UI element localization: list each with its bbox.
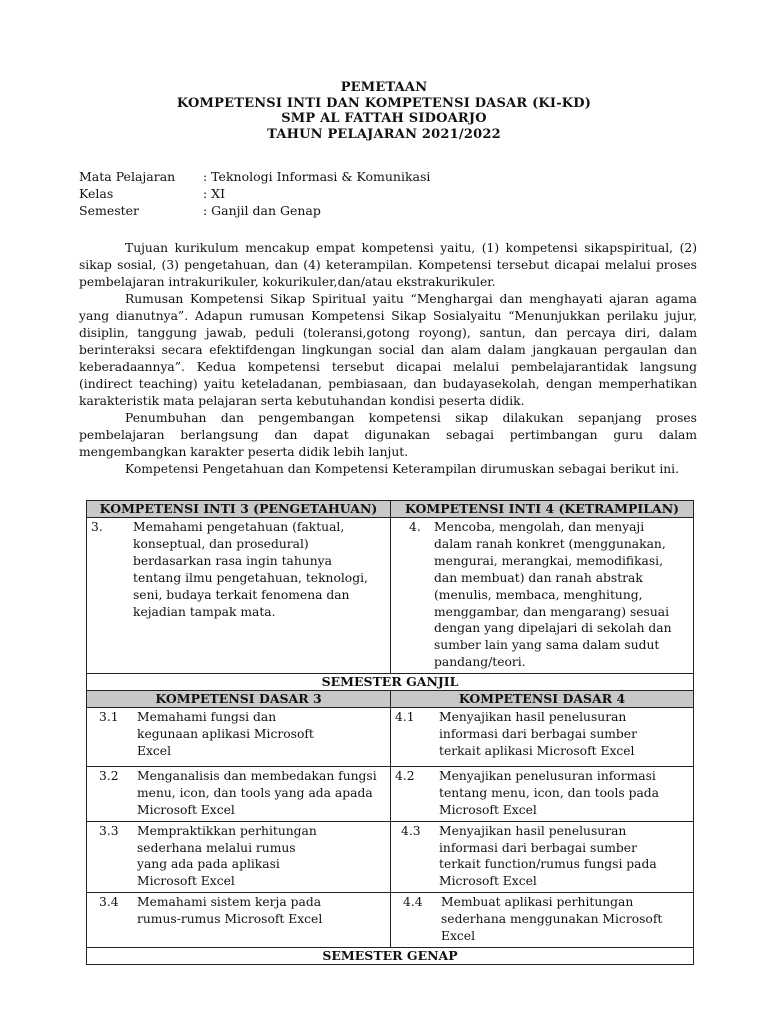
kd-header-row xyxy=(87,691,694,708)
info-label: Kelas xyxy=(79,186,114,201)
title-line-3: SMP AL FATTAH SIDOARJO xyxy=(281,111,487,126)
title-line-2: KOMPETENSI INTI DAN KOMPETENSI DASAR (KI-KD) xyxy=(176,95,592,111)
kd3-text: Menganalisis dan membedakan fungsi menu, icon, dan tools yang ada apada Microsoft Excel xyxy=(137,768,377,817)
kd3-cell xyxy=(87,708,391,767)
info-label: Semester xyxy=(79,203,140,218)
info-row-semester xyxy=(79,202,430,219)
semester-ganjil-label: SEMESTER GANJIL xyxy=(87,674,694,691)
info-value: : Ganjil dan Genap xyxy=(203,203,321,218)
kd3-text: Memahami sistem kerja pada rumus-rumus Microsoft Excel xyxy=(137,895,323,927)
kd-row-4 xyxy=(87,893,694,948)
kd4-text: Menyajikan penelusuran informasi tentang menu, icon, dan tools pada Microsoft Excel xyxy=(439,768,660,817)
title-line-4: TAHUN PELAJARAN 2021/2022 xyxy=(267,126,501,142)
kd3-number: 3.4 xyxy=(99,895,119,910)
paragraph: Rumusan Kompetensi Sikap Spiritual yaitu “Menghargai dan menghayati ajaran agama yang dianutnya”. Adapun rumusan Kompetensi Sikap Sosialyaitu “Menunjukkan perilaku jujur, disiplin, tanggung jawab, peduli (toleransi,gotong royong), santun, dan percaya diri, dalam berinteraksi secara efektifdengan lingkungan social dan alam dalam jangkauan pergaulan dan keberadaannya”. Kedua kompetensi tersebut dicapai melalui pembelajarantidak langsung (indirect teaching) yaitu keteladanan, pembiasaan, dan budayasekolah, dengan memperhatikan karakteristik mata pelajaran serta kebutuhandan kondisi peserta didik. xyxy=(79,292,697,408)
kd-row-1 xyxy=(87,708,694,767)
kd4-number: 4.2 xyxy=(395,768,415,783)
kd4-number: 4.4 xyxy=(403,895,423,910)
kd3-number: 3.2 xyxy=(99,768,119,783)
ki4-cell xyxy=(391,518,694,674)
info-row-class xyxy=(79,185,430,202)
info-value: : XI xyxy=(203,186,226,201)
ki3-cell xyxy=(87,518,391,674)
subject-info xyxy=(79,168,430,219)
kd3-text: Mempraktikkan perhitungan sederhana melalui rumus yang ada pada aplikasi Microsoft Excel xyxy=(137,823,317,889)
ki3-number: 3. xyxy=(91,520,103,534)
ki3-header: KOMPETENSI INTI 3 (PENGETAHUAN) xyxy=(87,501,391,518)
kd4-text: Menyajikan hasil penelusuran informasi dari berbagai sumber terkait aplikasi Microsoft Excel xyxy=(439,710,637,758)
kd4-number: 4.1 xyxy=(395,710,415,725)
kd3-cell xyxy=(87,766,391,821)
ki-header-row xyxy=(87,501,694,518)
ki3-text: Memahami pengetahuan (faktual, konseptual, dan prosedural) berdasarkan rasa ingin tahunya tentang ilmu pengetahuan, teknologi, seni, budaya terkait fenomena dan kejadian tampak mata. xyxy=(133,520,368,619)
kd4-cell xyxy=(391,766,694,821)
kd4-text: Membuat aplikasi perhitungan sederhana menggunakan Microsoft Excel xyxy=(441,895,663,944)
paragraph: Penumbuhan dan pengembangan kompetensi sikap dilakukan sepanjang proses pembelajaran berlangsung dan dapat digunakan sebagai pertimbangan guru dalam mengembangkan karakter peserta didik lebih lanjut. xyxy=(79,411,697,459)
ki4-header: KOMPETENSI INTI 4 (KETRAMPILAN) xyxy=(391,501,694,518)
paragraph: Kompetensi Pengetahuan dan Kompetensi Keterampilan dirumuskan sebagai berikut ini. xyxy=(125,462,680,476)
kd4-number: 4.3 xyxy=(401,823,421,838)
ki-content-row xyxy=(87,518,694,674)
document-title xyxy=(0,80,768,142)
kd3-text: Memahami fungsi dan kegunaan aplikasi Microsoft Excel xyxy=(137,710,314,758)
kd3-header: KOMPETENSI DASAR 3 xyxy=(87,691,391,708)
title-line-1: PEMETAAN xyxy=(340,80,428,95)
kd3-cell xyxy=(87,893,391,948)
semester-ganjil-row xyxy=(87,674,694,691)
ki4-text: Mencoba, mengolah, dan menyaji dalam ranah konkret (menggunakan, mengurai, merangkai, memodifikasi, dan membuat) dan ranah abstrak (menulis, membaca, menghitung, menggambar, dan mengarang) sesuai dengan yang dipelajari di sekolah dan sumber lain yang sama dalam sudut pandang/teori. xyxy=(434,520,672,670)
kd-row-3 xyxy=(87,821,694,893)
competency-table xyxy=(86,500,694,965)
semester-genap-label: SEMESTER GENAP xyxy=(87,947,694,964)
info-label: Mata Pelajaran xyxy=(79,169,176,184)
semester-genap-row xyxy=(87,947,694,964)
info-value: : Teknologi Informasi & Komunikasi xyxy=(203,169,431,184)
kd-row-2 xyxy=(87,766,694,821)
paragraph: Tujuan kurikulum mencakup empat kompetensi yaitu, (1) kompetensi sikapspiritual, (2) sikap sosial, (3) pengetahuan, dan (4) keterampilan. Kompetensi tersebut dicapai melalui proses pembelajaran intrakurikuler, kokurikuler,dan/atau ekstrakurikuler. xyxy=(79,241,697,289)
kd4-cell xyxy=(391,821,694,893)
kd3-number: 3.3 xyxy=(99,823,119,838)
info-row-subject xyxy=(79,168,430,185)
kd4-header: KOMPETENSI DASAR 4 xyxy=(391,691,694,708)
kd4-text: Menyajikan hasil penelusuran informasi dari berbagai sumber terkait function/rumus fungsi pada Microsoft Excel xyxy=(439,823,657,889)
ki4-number: 4. xyxy=(409,520,421,534)
kd3-cell xyxy=(87,821,391,893)
kd3-number: 3.1 xyxy=(99,710,119,725)
kd4-cell xyxy=(391,708,694,767)
kd4-cell xyxy=(391,893,694,948)
body-text xyxy=(79,240,697,478)
